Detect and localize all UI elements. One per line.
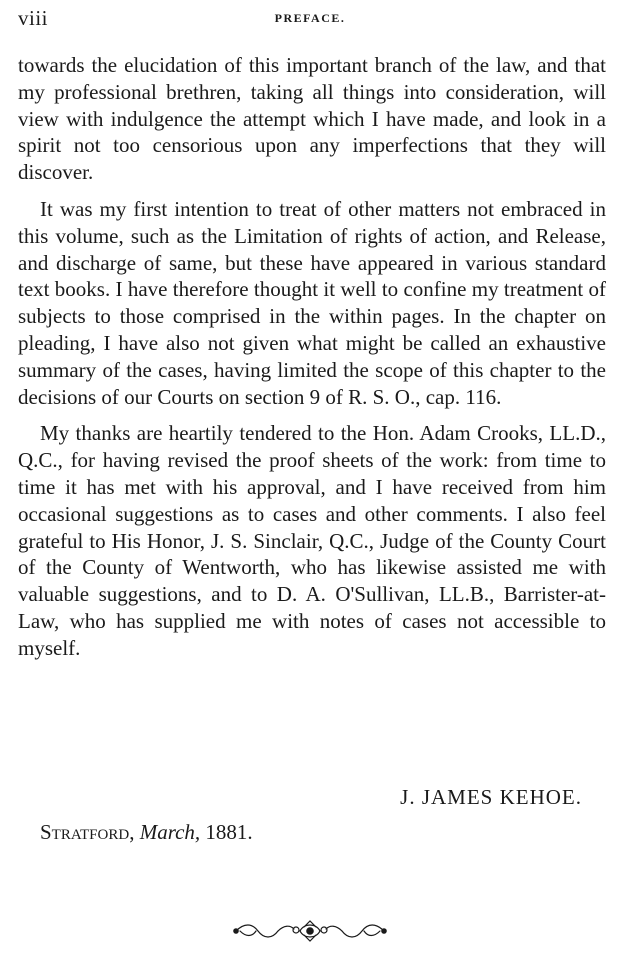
page-number: viii (18, 6, 49, 30)
dateline (40, 820, 253, 845)
dateline-place: Stratford, (40, 820, 135, 844)
page-header (18, 6, 602, 30)
running-head: PREFACE. (274, 11, 346, 25)
paragraph-continuation: towards the elucidation of this important branch of the law, and that my professional brethren, taking all things into consideration, will view with indulgence the attempt which I have made, and look in a spirit not too censorious upon any imperfections that they will discover. (18, 53, 606, 185)
preface-body (18, 52, 606, 672)
dateline-month: March, (139, 820, 201, 844)
paragraph-intention: It was my first intention to treat of other matters not embraced in this volume, such as the Limitation of rights of action, and Release, and discharge of same, but these have appeared in various standard text books. I have therefore thought it well to confine my treatment of subjects to those comprised in the within pages. In the chapter on pleading, I have also not given what might be called an exhaustive summary of the cases, having limited the scope of this chapter to the decisions of our Courts on section 9 of R. S. O., cap. 116. (18, 196, 606, 409)
author-signature: J. JAMES KEHOE. (400, 785, 582, 809)
flourish-ornament-icon (230, 917, 390, 945)
paragraph-thanks: My thanks are heartily tendered to the Hon. Adam Crooks, LL.D., Q.C., for having revised the proof sheets of the work: from time to time it has met with his approval, and I have received from him occasional suggestions as to cases and other comments. I also feel grateful to His Honor, J. S. Sinclair, Q.C., Judge of the County Court of the County of Wentworth, who has likewise assisted me with valuable suggestions, and to D. A. O'Sullivan, LL.B., Barrister-at-Law, who has supplied me with notes of cases not accessible to myself. (18, 421, 606, 660)
dateline-year: 1881. (205, 820, 253, 844)
